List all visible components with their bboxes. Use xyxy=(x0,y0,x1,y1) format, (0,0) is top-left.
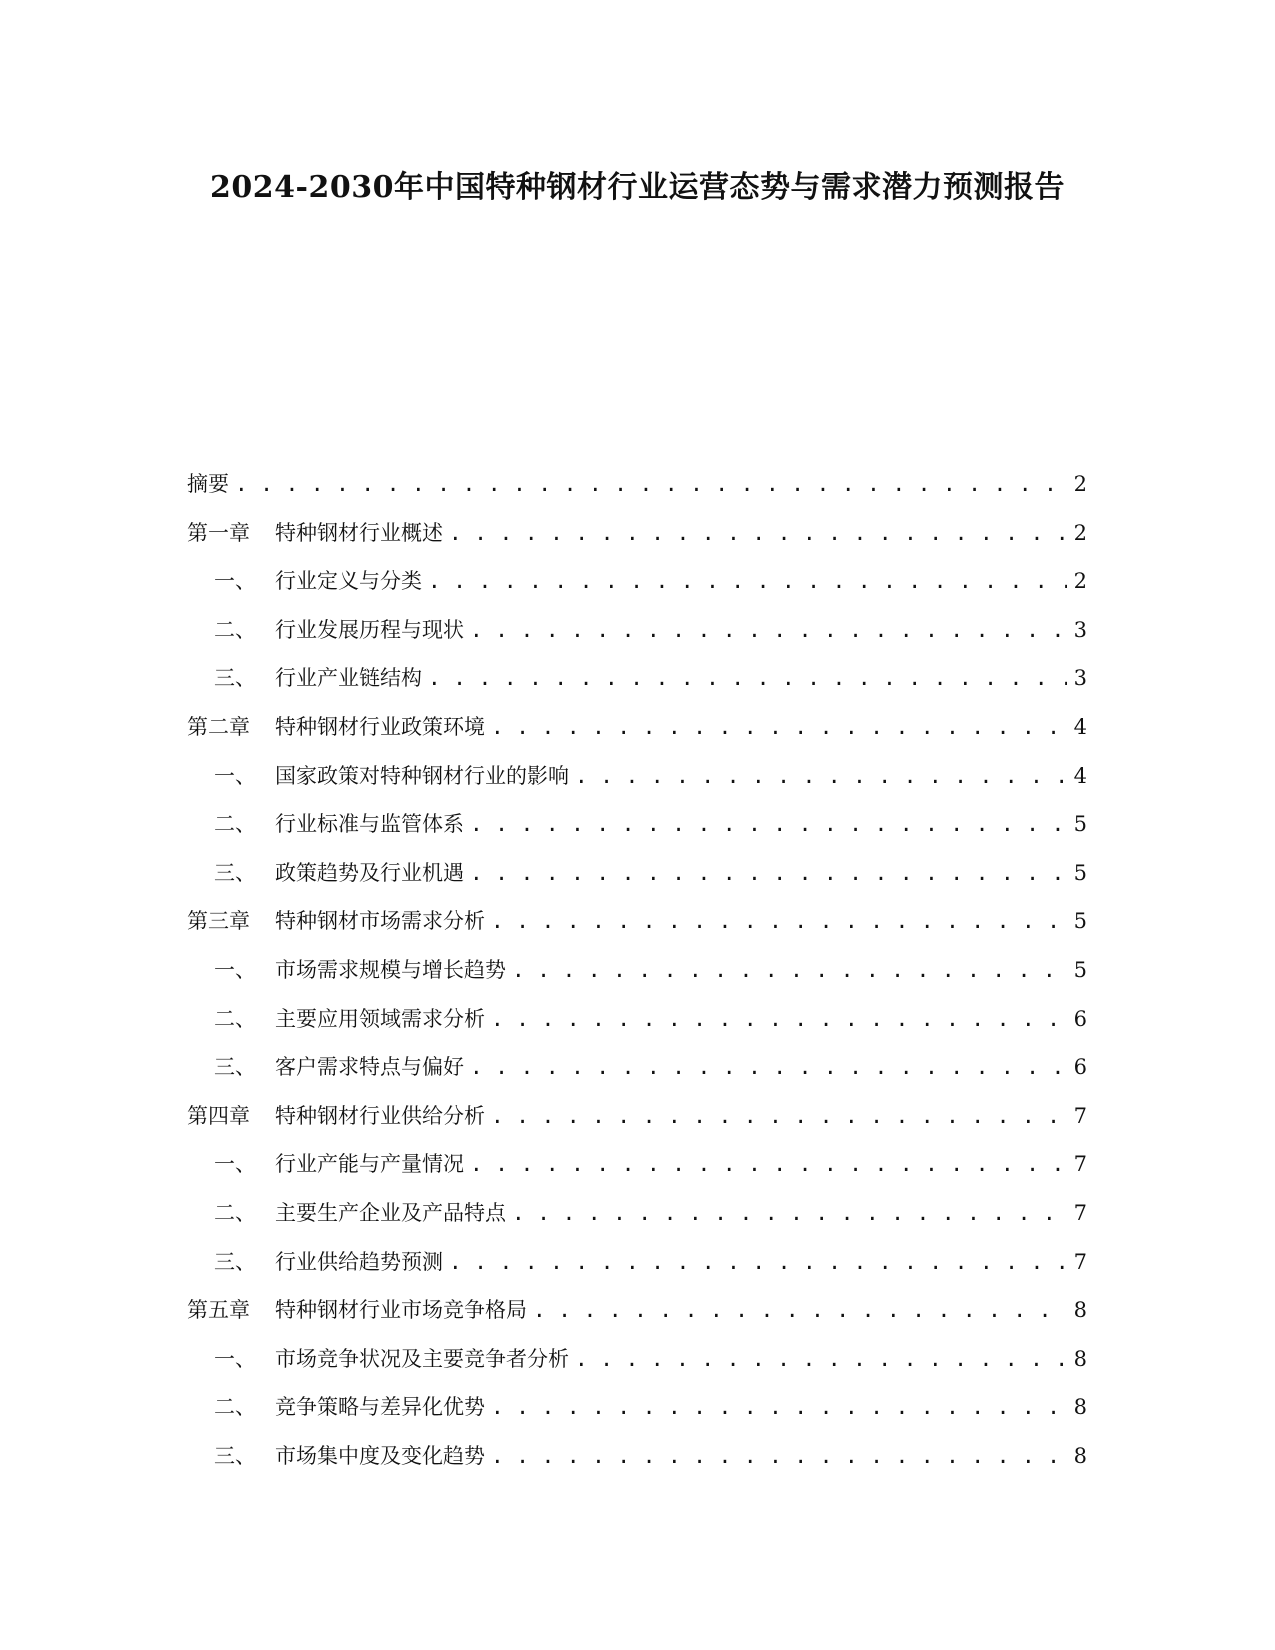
toc-dot-leader xyxy=(449,1247,1067,1277)
toc-entry-section[interactable] xyxy=(187,1004,1087,1053)
toc-entry-section[interactable] xyxy=(187,1344,1087,1393)
toc-entry-chapter[interactable] xyxy=(187,1295,1087,1344)
toc-dot-leader xyxy=(449,518,1067,548)
toc-entry-page-number: 8 xyxy=(1073,1346,1087,1371)
toc-entry-text: 行业发展历程与现状 xyxy=(275,617,464,642)
toc-entry-text: 客户需求特点与偏好 xyxy=(275,1055,464,1080)
toc-entry-chapter[interactable] xyxy=(187,518,1087,567)
toc-dot-leader xyxy=(575,1344,1067,1374)
toc-entry-number: 二、 xyxy=(214,1200,256,1225)
toc-dot-leader xyxy=(491,712,1067,742)
toc-dot-leader xyxy=(491,906,1067,936)
toc-entry-text: 政策趋势及行业机遇 xyxy=(275,860,464,885)
toc-entry-page-number: 7 xyxy=(1073,1103,1087,1128)
toc-dot-leader xyxy=(470,1052,1067,1082)
toc-entry-number: 二、 xyxy=(214,1006,256,1031)
toc-entry-page-number: 5 xyxy=(1073,957,1087,982)
toc-entry-text: 国家政策对特种钢材行业的影响 xyxy=(275,763,569,788)
toc-entry-section[interactable] xyxy=(187,1247,1087,1296)
toc-entry-number: 三、 xyxy=(214,666,256,691)
toc-entry-section[interactable] xyxy=(187,1052,1087,1101)
toc-entry-number: 一、 xyxy=(214,957,256,982)
toc-entry-section[interactable] xyxy=(187,858,1087,907)
toc-entry-chapter[interactable] xyxy=(187,712,1087,761)
toc-dot-leader xyxy=(235,469,1067,499)
toc-entry-page-number: 4 xyxy=(1073,763,1087,788)
toc-entry-page-number: 5 xyxy=(1073,812,1087,837)
toc-dot-leader xyxy=(491,1441,1067,1471)
toc-entry-page-number: 3 xyxy=(1073,666,1087,691)
toc-entry-number: 一、 xyxy=(214,1346,256,1371)
toc-entry-number: 二、 xyxy=(214,812,256,837)
toc-entry-section[interactable] xyxy=(187,566,1087,615)
toc-entry-section[interactable] xyxy=(187,1149,1087,1198)
toc-entry-number: 一、 xyxy=(214,763,256,788)
toc-entry-page-number: 6 xyxy=(1073,1006,1087,1031)
toc-entry-text: 行业供给趋势预测 xyxy=(275,1249,443,1274)
toc-dot-leader xyxy=(491,1101,1067,1131)
toc-entry-page-number: 2 xyxy=(1073,520,1087,545)
toc-entry-page-number: 2 xyxy=(1073,472,1087,496)
toc-entry-text: 主要生产企业及产品特点 xyxy=(275,1200,506,1225)
toc-dot-leader xyxy=(428,566,1067,596)
toc-entry-number: 三、 xyxy=(214,1443,256,1468)
toc-entry-page-number: 4 xyxy=(1073,714,1087,739)
toc-dot-leader xyxy=(470,615,1067,645)
toc-entry-page-number: 8 xyxy=(1073,1298,1087,1323)
toc-entry-text: 摘要 xyxy=(187,472,229,496)
toc-entry-chapter[interactable] xyxy=(187,469,1087,518)
toc-entry-section[interactable] xyxy=(187,1392,1087,1441)
toc-entry-page-number: 5 xyxy=(1073,909,1087,934)
toc-entry-page-number: 6 xyxy=(1073,1055,1087,1080)
toc-entry-text: 特种钢材行业市场竞争格局 xyxy=(275,1298,527,1323)
toc-entry-section[interactable] xyxy=(187,1198,1087,1247)
toc-entry-number: 第四章 xyxy=(187,1103,250,1128)
toc-entry-number: 三、 xyxy=(214,860,256,885)
toc-entry-page-number: 2 xyxy=(1073,569,1087,594)
toc-entry-text: 行业定义与分类 xyxy=(275,569,422,594)
toc-entry-number: 二、 xyxy=(214,617,256,642)
toc-entry-number: 二、 xyxy=(214,1395,256,1420)
toc-entry-number: 一、 xyxy=(214,1152,256,1177)
table-of-contents xyxy=(187,469,1087,1489)
toc-entry-page-number: 8 xyxy=(1073,1443,1087,1468)
toc-entry-page-number: 5 xyxy=(1073,860,1087,885)
toc-entry-section[interactable] xyxy=(187,809,1087,858)
toc-dot-leader xyxy=(575,761,1067,791)
toc-dot-leader xyxy=(512,1198,1067,1228)
toc-entry-number: 一、 xyxy=(214,569,256,594)
toc-entry-text: 行业产能与产量情况 xyxy=(275,1152,464,1177)
document-title: 2024-2030年中国特种钢材行业运营态势与需求潜力预测报告 xyxy=(210,170,1065,206)
toc-entry-number: 第二章 xyxy=(187,714,250,739)
toc-entry-text: 市场需求规模与增长趋势 xyxy=(275,957,506,982)
toc-entry-number: 第一章 xyxy=(187,520,250,545)
toc-entry-text: 特种钢材行业政策环境 xyxy=(275,714,485,739)
toc-dot-leader xyxy=(491,1392,1067,1422)
toc-entry-section[interactable] xyxy=(187,955,1087,1004)
toc-entry-text: 特种钢材行业供给分析 xyxy=(275,1103,485,1128)
toc-entry-text: 主要应用领域需求分析 xyxy=(275,1006,485,1031)
toc-entry-number: 三、 xyxy=(214,1249,256,1274)
toc-entry-text: 行业产业链结构 xyxy=(275,666,422,691)
toc-entry-section[interactable] xyxy=(187,761,1087,810)
toc-dot-leader xyxy=(491,1004,1067,1034)
toc-dot-leader xyxy=(512,955,1067,985)
toc-dot-leader xyxy=(533,1295,1067,1325)
toc-entry-page-number: 7 xyxy=(1073,1249,1087,1274)
toc-entry-text: 竞争策略与差异化优势 xyxy=(275,1395,485,1420)
toc-entry-text: 特种钢材行业概述 xyxy=(275,520,443,545)
toc-entry-page-number: 7 xyxy=(1073,1200,1087,1225)
toc-entry-page-number: 8 xyxy=(1073,1395,1087,1420)
toc-dot-leader xyxy=(428,663,1067,693)
toc-entry-page-number: 3 xyxy=(1073,617,1087,642)
toc-dot-leader xyxy=(470,809,1067,839)
toc-entry-section[interactable] xyxy=(187,663,1087,712)
toc-entry-text: 市场竞争状况及主要竞争者分析 xyxy=(275,1346,569,1371)
toc-dot-leader xyxy=(470,1149,1067,1179)
toc-entry-section[interactable] xyxy=(187,615,1087,664)
toc-entry-number: 三、 xyxy=(214,1055,256,1080)
toc-entry-text: 市场集中度及变化趋势 xyxy=(275,1443,485,1468)
toc-entry-page-number: 7 xyxy=(1073,1152,1087,1177)
toc-entry-text: 特种钢材市场需求分析 xyxy=(275,909,485,934)
toc-entry-number: 第五章 xyxy=(187,1298,250,1323)
toc-entry-chapter[interactable] xyxy=(187,1101,1087,1150)
toc-entry-text: 行业标准与监管体系 xyxy=(275,812,464,837)
toc-entry-chapter[interactable] xyxy=(187,906,1087,955)
toc-entry-number: 第三章 xyxy=(187,909,250,934)
toc-entry-section[interactable] xyxy=(187,1441,1087,1490)
toc-dot-leader xyxy=(470,858,1067,888)
